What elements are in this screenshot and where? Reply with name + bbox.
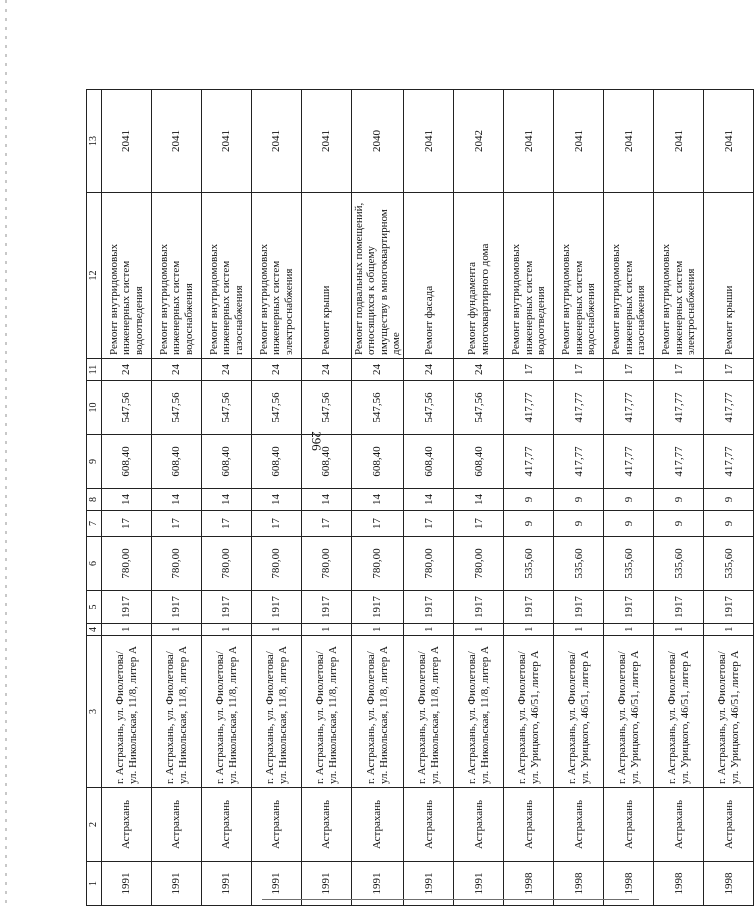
year-built-cell: 1917 — [102, 591, 152, 624]
area-living-cell: 608,40 — [404, 435, 454, 489]
area-total-cell: 535,60 — [504, 537, 554, 591]
area-total-cell: 780,00 — [152, 537, 202, 591]
address-cell — [102, 636, 152, 788]
header-cell: 13 — [87, 90, 102, 193]
page-number: 296 — [308, 431, 324, 451]
col4-cell: 1 — [152, 624, 202, 636]
area-total-cell: 535,60 — [554, 537, 604, 591]
row-id-cell: 1991 — [404, 862, 454, 906]
city-cell: Астрахань — [454, 788, 504, 862]
work-type-cell: Ремонт крыши — [302, 193, 352, 359]
area-residential-cell: 417,77 — [704, 381, 754, 435]
table-row — [704, 90, 754, 906]
header-cell: 4 — [87, 624, 102, 636]
area-total-cell: 780,00 — [302, 537, 352, 591]
work-type-cell: Ремонт фасада — [404, 193, 454, 359]
area-residential-cell: 547,56 — [202, 381, 252, 435]
area-living-cell: 417,77 — [504, 435, 554, 489]
planned-year-cell: 2041 — [102, 90, 152, 193]
address-cell — [554, 636, 604, 788]
repair-schedule-table — [86, 89, 754, 906]
area-living-cell: 608,40 — [302, 435, 352, 489]
area-living-cell: 417,77 — [604, 435, 654, 489]
area-residential-cell: 547,56 — [302, 381, 352, 435]
table-row — [302, 90, 352, 906]
col7-cell: 9 — [604, 511, 654, 537]
area-living-cell: 608,40 — [454, 435, 504, 489]
work-type-cell: Ремонт внутридомовых инженерных систем электроснабжения — [252, 193, 302, 359]
address-line-1: г. Астрахань, ул. Фиолетова/ — [466, 651, 479, 784]
col7-cell: 9 — [504, 511, 554, 537]
col4-cell: 1 — [352, 624, 404, 636]
address-line-2: ул. Никольская, 11/8, литер А — [478, 646, 491, 784]
residents-cell: 24 — [252, 359, 302, 381]
area-total-cell: 535,60 — [704, 537, 754, 591]
area-residential-cell: 417,77 — [654, 381, 704, 435]
col4-cell: 1 — [404, 624, 454, 636]
area-total-cell: 780,00 — [454, 537, 504, 591]
planned-year-cell: 2041 — [704, 90, 754, 193]
address-line-2: ул. Урицкого, 46/51, литер А — [628, 650, 641, 784]
residents-cell: 24 — [352, 359, 404, 381]
address-line-2: ул. Никольская, 11/8, литер А — [326, 646, 339, 784]
header-cell: 3 — [87, 636, 102, 788]
row-id-cell: 1998 — [654, 862, 704, 906]
area-residential-cell: 547,56 — [454, 381, 504, 435]
planned-year-cell: 2042 — [454, 90, 504, 193]
col8-cell: 14 — [302, 489, 352, 511]
table-row — [654, 90, 704, 906]
header-cell: 12 — [87, 193, 102, 359]
work-type-cell: Ремонт внутридомовых инженерных систем электроснабжения — [654, 193, 704, 359]
col4-cell: 1 — [302, 624, 352, 636]
year-built-cell: 1917 — [604, 591, 654, 624]
work-type-cell: Ремонт внутридомовых инженерных систем водоснабжения — [152, 193, 202, 359]
work-type-cell: Ремонт внутридомовых инженерных систем газоснабжения — [604, 193, 654, 359]
residents-cell: 17 — [554, 359, 604, 381]
residents-cell: 24 — [302, 359, 352, 381]
row-id-cell: 1991 — [302, 862, 352, 906]
address-cell — [504, 636, 554, 788]
table-row — [554, 90, 604, 906]
scan-edge-line — [262, 899, 639, 900]
address-line-2: ул. Урицкого, 46/51, литер А — [728, 650, 741, 784]
header-cell: 10 — [87, 381, 102, 435]
city-cell: Астрахань — [654, 788, 704, 862]
planned-year-cell: 2041 — [604, 90, 654, 193]
address-line-2: ул. Никольская, 11/8, литер А — [226, 646, 239, 784]
header-cell: 8 — [87, 489, 102, 511]
area-residential-cell: 417,77 — [504, 381, 554, 435]
table-body — [102, 90, 754, 906]
area-living-cell: 608,40 — [252, 435, 302, 489]
planned-year-cell: 2041 — [404, 90, 454, 193]
year-built-cell: 1917 — [352, 591, 404, 624]
address-cell — [352, 636, 404, 788]
col7-cell: 17 — [454, 511, 504, 537]
address-cell — [454, 636, 504, 788]
col7-cell: 17 — [352, 511, 404, 537]
col4-cell: 1 — [202, 624, 252, 636]
area-living-cell: 608,40 — [352, 435, 404, 489]
planned-year-cell: 2041 — [654, 90, 704, 193]
address-cell — [302, 636, 352, 788]
col4-cell: 1 — [454, 624, 504, 636]
address-line-1: г. Астрахань, ул. Фиолетова/ — [365, 651, 378, 784]
header-row — [87, 90, 102, 906]
row-id-cell: 1991 — [202, 862, 252, 906]
address-line-2: ул. Никольская, 11/8, литер А — [176, 646, 189, 784]
work-type-cell: Ремонт внутридомовых инженерных систем водоснабжения — [554, 193, 604, 359]
col7-cell: 9 — [554, 511, 604, 537]
year-built-cell: 1917 — [504, 591, 554, 624]
col8-cell: 14 — [152, 489, 202, 511]
city-cell: Астрахань — [202, 788, 252, 862]
year-built-cell: 1917 — [202, 591, 252, 624]
col8-cell: 9 — [654, 489, 704, 511]
area-residential-cell: 547,56 — [252, 381, 302, 435]
area-living-cell: 608,40 — [202, 435, 252, 489]
col7-cell: 17 — [404, 511, 454, 537]
work-type-cell: Ремонт внутридомовых инженерных систем водоотведения — [102, 193, 152, 359]
address-cell — [404, 636, 454, 788]
row-id-cell: 1991 — [102, 862, 152, 906]
residents-cell: 17 — [604, 359, 654, 381]
address-line-1: г. Астрахань, ул. Фиолетова/ — [264, 651, 277, 784]
year-built-cell: 1917 — [302, 591, 352, 624]
row-id-cell: 1998 — [504, 862, 554, 906]
header-cell: 6 — [87, 537, 102, 591]
address-line-1: г. Астрахань, ул. Фиолетова/ — [314, 651, 327, 784]
col7-cell: 9 — [704, 511, 754, 537]
area-total-cell: 780,00 — [404, 537, 454, 591]
residents-cell: 17 — [504, 359, 554, 381]
address-cell — [654, 636, 704, 788]
table-row — [202, 90, 252, 906]
address-line-2: ул. Никольская, 11/8, литер А — [428, 646, 441, 784]
work-type-cell: Ремонт внутридомовых инженерных систем водоотведения — [504, 193, 554, 359]
row-id-cell: 1998 — [604, 862, 654, 906]
area-total-cell: 780,00 — [352, 537, 404, 591]
area-residential-cell: 547,56 — [404, 381, 454, 435]
col8-cell: 9 — [554, 489, 604, 511]
residents-cell: 24 — [102, 359, 152, 381]
col4-cell: 1 — [604, 624, 654, 636]
col8-cell: 14 — [102, 489, 152, 511]
row-id-cell: 1991 — [454, 862, 504, 906]
col7-cell: 17 — [102, 511, 152, 537]
address-cell — [202, 636, 252, 788]
area-living-cell: 417,77 — [554, 435, 604, 489]
planned-year-cell: 2041 — [202, 90, 252, 193]
work-type-cell: Ремонт фундамента многоквартирного дома — [454, 193, 504, 359]
address-cell — [604, 636, 654, 788]
header-cell: 5 — [87, 591, 102, 624]
address-line-1: г. Астрахань, ул. Фиолетова/ — [616, 651, 629, 784]
city-cell: Астрахань — [252, 788, 302, 862]
address-cell — [704, 636, 754, 788]
col4-cell: 1 — [654, 624, 704, 636]
work-type-cell: Ремонт крыши — [704, 193, 754, 359]
planned-year-cell: 2041 — [252, 90, 302, 193]
table-row — [404, 90, 454, 906]
area-total-cell: 780,00 — [202, 537, 252, 591]
planned-year-cell: 2041 — [554, 90, 604, 193]
row-id-cell: 1991 — [252, 862, 302, 906]
area-residential-cell: 547,56 — [102, 381, 152, 435]
city-cell: Астрахань — [404, 788, 454, 862]
col4-cell: 1 — [252, 624, 302, 636]
area-living-cell: 417,77 — [704, 435, 754, 489]
work-type-cell: Ремонт подвальных помещений, относящихся к общему имуществу в многоквартирном доме — [352, 193, 404, 359]
area-residential-cell: 417,77 — [604, 381, 654, 435]
year-built-cell: 1917 — [554, 591, 604, 624]
residents-cell: 17 — [704, 359, 754, 381]
area-residential-cell: 547,56 — [152, 381, 202, 435]
work-type-cell: Ремонт внутридомовых инженерных систем газоснабжения — [202, 193, 252, 359]
address-line-1: г. Астрахань, ул. Фиолетова/ — [416, 651, 429, 784]
address-line-2: ул. Урицкого, 46/51, литер А — [578, 650, 591, 784]
address-line-2: ул. Урицкого, 46/51, литер А — [528, 650, 541, 784]
table-row — [152, 90, 202, 906]
col7-cell: 17 — [302, 511, 352, 537]
header-cell: 9 — [87, 435, 102, 489]
address-line-2: ул. Никольская, 11/8, литер А — [276, 646, 289, 784]
area-residential-cell: 417,77 — [554, 381, 604, 435]
header-cell: 2 — [87, 788, 102, 862]
area-living-cell: 608,40 — [152, 435, 202, 489]
col4-cell: 1 — [504, 624, 554, 636]
col8-cell: 14 — [202, 489, 252, 511]
col8-cell: 14 — [404, 489, 454, 511]
area-total-cell: 780,00 — [252, 537, 302, 591]
address-cell — [252, 636, 302, 788]
city-cell: Астрахань — [352, 788, 404, 862]
residents-cell: 24 — [152, 359, 202, 381]
col7-cell: 17 — [252, 511, 302, 537]
table-row — [454, 90, 504, 906]
address-line-1: г. Астрахань, ул. Фиолетова/ — [214, 651, 227, 784]
area-total-cell: 535,60 — [604, 537, 654, 591]
area-living-cell: 417,77 — [654, 435, 704, 489]
table-row — [352, 90, 404, 906]
city-cell: Астрахань — [604, 788, 654, 862]
residents-cell: 17 — [654, 359, 704, 381]
planned-year-cell: 2040 — [352, 90, 404, 193]
area-living-cell: 608,40 — [102, 435, 152, 489]
table-row — [604, 90, 654, 906]
address-line-1: г. Астрахань, ул. Фиолетова/ — [716, 651, 729, 784]
address-cell — [152, 636, 202, 788]
city-cell: Астрахань — [504, 788, 554, 862]
row-id-cell: 1991 — [352, 862, 404, 906]
row-id-cell: 1991 — [152, 862, 202, 906]
col8-cell: 14 — [352, 489, 404, 511]
address-line-1: г. Астрахань, ул. Фиолетова/ — [516, 651, 529, 784]
city-cell: Астрахань — [152, 788, 202, 862]
scan-margin-marks — [5, 0, 7, 905]
address-line-1: г. Астрахань, ул. Фиолетова/ — [666, 651, 679, 784]
col4-cell: 1 — [704, 624, 754, 636]
city-cell: Астрахань — [102, 788, 152, 862]
col8-cell: 14 — [454, 489, 504, 511]
table-row — [252, 90, 302, 906]
year-built-cell: 1917 — [704, 591, 754, 624]
city-cell: Астрахань — [704, 788, 754, 862]
table-row — [102, 90, 152, 906]
residents-cell: 24 — [404, 359, 454, 381]
residents-cell: 24 — [454, 359, 504, 381]
header-cell: 11 — [87, 359, 102, 381]
year-built-cell: 1917 — [152, 591, 202, 624]
year-built-cell: 1917 — [252, 591, 302, 624]
area-total-cell: 535,60 — [654, 537, 704, 591]
row-id-cell: 1998 — [704, 862, 754, 906]
address-line-1: г. Астрахань, ул. Фиолетова/ — [566, 651, 579, 784]
col8-cell: 9 — [704, 489, 754, 511]
address-line-2: ул. Урицкого, 46/51, литер А — [678, 650, 691, 784]
col4-cell: 1 — [554, 624, 604, 636]
address-line-2: ул. Никольская, 11/8, литер А — [377, 646, 390, 784]
row-id-cell: 1998 — [554, 862, 604, 906]
planned-year-cell: 2041 — [504, 90, 554, 193]
year-built-cell: 1917 — [654, 591, 704, 624]
col8-cell: 9 — [604, 489, 654, 511]
col8-cell: 9 — [504, 489, 554, 511]
planned-year-cell: 2041 — [302, 90, 352, 193]
col7-cell: 17 — [202, 511, 252, 537]
area-residential-cell: 547,56 — [352, 381, 404, 435]
city-cell: Астрахань — [554, 788, 604, 862]
address-line-1: г. Астрахань, ул. Фиолетова/ — [114, 651, 127, 784]
col7-cell: 9 — [654, 511, 704, 537]
year-built-cell: 1917 — [404, 591, 454, 624]
header-cell: 1 — [87, 862, 102, 906]
residents-cell: 24 — [202, 359, 252, 381]
col4-cell: 1 — [102, 624, 152, 636]
col8-cell: 14 — [252, 489, 302, 511]
col7-cell: 17 — [152, 511, 202, 537]
address-line-1: г. Астрахань, ул. Фиолетова/ — [164, 651, 177, 784]
header-cell: 7 — [87, 511, 102, 537]
city-cell: Астрахань — [302, 788, 352, 862]
year-built-cell: 1917 — [454, 591, 504, 624]
area-total-cell: 780,00 — [102, 537, 152, 591]
rotated-table-sheet — [86, 90, 741, 906]
table-row — [504, 90, 554, 906]
planned-year-cell: 2041 — [152, 90, 202, 193]
address-line-2: ул. Никольская, 11/8, литер А — [126, 646, 139, 784]
